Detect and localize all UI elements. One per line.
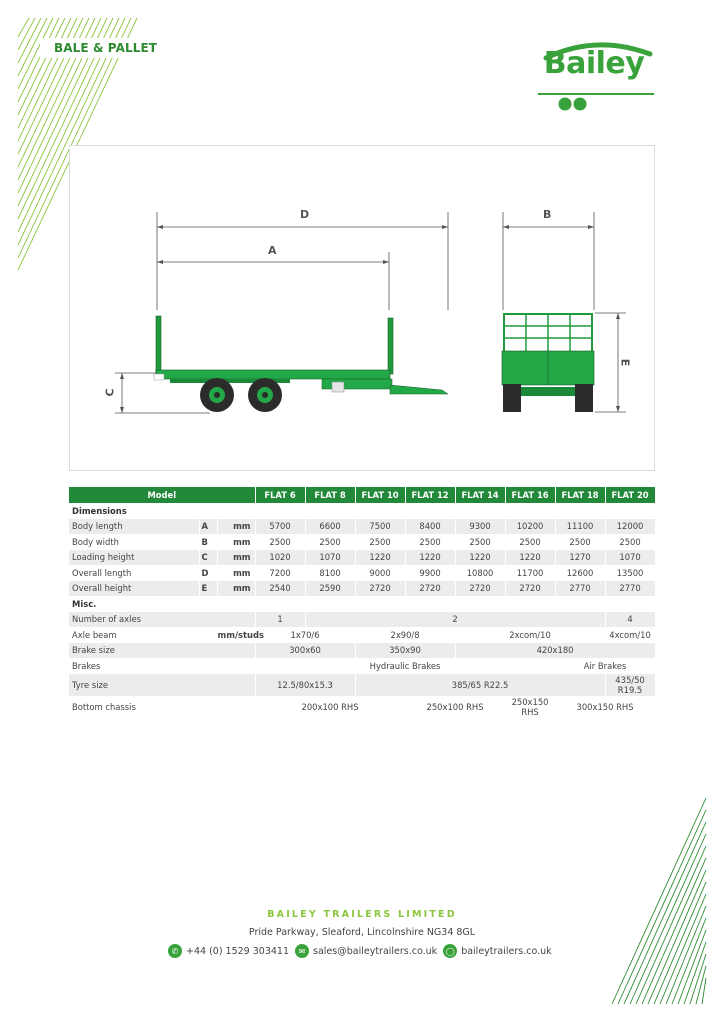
table-cell: 9000 xyxy=(355,565,405,581)
table-cell: 2590 xyxy=(305,581,355,597)
table-cell: 2500 xyxy=(405,534,455,550)
footer-website-text[interactable]: baileytrailers.co.uk xyxy=(461,945,552,957)
table-cell: 2 xyxy=(305,612,605,628)
row-label: Overall length xyxy=(69,565,199,581)
table-cell: 6600 xyxy=(305,519,355,535)
footer-address: Pride Parkway, Sleaford, Lincolnshire NG34 8GL xyxy=(248,927,476,938)
table-cell: 7200 xyxy=(255,565,305,581)
table-header-flat-14: FLAT 14 xyxy=(455,487,505,503)
row-label: Body width xyxy=(69,534,199,550)
row-unit: mm/studs xyxy=(217,627,255,643)
table-cell: 2x90/8 xyxy=(355,627,455,643)
table-header-flat-20: FLAT 20 xyxy=(605,487,655,503)
table-cell: 7500 xyxy=(355,519,405,535)
dimension-label-a: A xyxy=(268,244,277,257)
row-label: Number of axles xyxy=(69,612,255,628)
table-cell: Hydraulic Brakes xyxy=(255,658,555,674)
specification-table xyxy=(69,487,656,718)
table-cell: 2770 xyxy=(605,581,655,597)
table-cell: 11100 xyxy=(555,519,605,535)
table-header-flat-8: FLAT 8 xyxy=(305,487,355,503)
trailer-rear-view xyxy=(502,314,594,412)
row-label: Overall height xyxy=(69,581,199,597)
footer-contact xyxy=(168,942,568,960)
table-cell: 9900 xyxy=(405,565,455,581)
table-cell: 12600 xyxy=(555,565,605,581)
table-cell: 350x90 xyxy=(355,643,455,659)
table-cell: 12.5/80x15.3 xyxy=(255,674,355,696)
table-cell: 8100 xyxy=(305,565,355,581)
row-label: Brakes xyxy=(69,658,255,674)
footer-company-name: BAILEY TRAILERS LIMITED xyxy=(267,909,457,920)
table-cell: 1020 xyxy=(255,550,305,566)
table-cell: 1270 xyxy=(555,550,605,566)
table-row xyxy=(69,519,655,535)
row-unit: mm xyxy=(217,581,255,597)
table-header-flat-18: FLAT 18 xyxy=(555,487,605,503)
row-code: C xyxy=(199,550,217,566)
row-label: Body length xyxy=(69,519,199,535)
table-cell: 1070 xyxy=(305,550,355,566)
table-cell: 2500 xyxy=(355,534,405,550)
table-row-axles xyxy=(69,612,655,628)
footer-phone xyxy=(168,944,289,958)
footer-website[interactable] xyxy=(443,944,551,958)
table-cell: 10800 xyxy=(455,565,505,581)
table-cell: 2540 xyxy=(255,581,305,597)
row-code: A xyxy=(199,519,217,535)
table-cell: 4xcom/10 xyxy=(605,627,655,643)
table-row-bottom-chassis xyxy=(69,696,655,718)
row-label: Loading height xyxy=(69,550,199,566)
table-cell: 300x60 xyxy=(255,643,355,659)
table-row xyxy=(69,581,655,597)
table-row xyxy=(69,534,655,550)
table-cell: 1220 xyxy=(405,550,455,566)
globe-icon: ◯ xyxy=(443,944,457,958)
table-cell: Air Brakes xyxy=(555,658,655,674)
table-cell: 5700 xyxy=(255,519,305,535)
trailer-side-view xyxy=(154,316,448,412)
table-cell: 2500 xyxy=(455,534,505,550)
table-cell: 300x150 RHS xyxy=(555,696,655,718)
section-row-dimensions xyxy=(69,503,655,519)
table-cell: 1220 xyxy=(505,550,555,566)
table-cell: 2720 xyxy=(355,581,405,597)
footer-email[interactable] xyxy=(295,944,437,958)
table-row-brakes xyxy=(69,658,655,674)
logo-wordmark: Bailey xyxy=(543,46,645,81)
trailer-drawing-svg xyxy=(70,146,656,472)
page-category-tag xyxy=(40,38,162,58)
table-cell: 1070 xyxy=(605,550,655,566)
row-label: Axle beam xyxy=(69,627,217,643)
table-header-flat-12: FLAT 12 xyxy=(405,487,455,503)
table-cell: 4 xyxy=(605,612,655,628)
table-cell: 8400 xyxy=(405,519,455,535)
table-row-brake-size xyxy=(69,643,655,659)
row-label: Tyre size xyxy=(69,674,255,696)
table-row-axle-beam xyxy=(69,627,655,643)
table-cell: 2500 xyxy=(305,534,355,550)
table-cell: 1x70/6 xyxy=(255,627,355,643)
table-cell: 11700 xyxy=(505,565,555,581)
footer-email-text[interactable]: sales@baileytrailers.co.uk xyxy=(313,945,438,957)
table-cell: 2xcom/10 xyxy=(455,627,605,643)
table-cell: 2720 xyxy=(405,581,455,597)
table-cell: 250x150 RHS xyxy=(505,696,555,718)
table-row-tyre-size xyxy=(69,674,655,696)
table-cell: 13500 xyxy=(605,565,655,581)
table-row xyxy=(69,565,655,581)
table-cell: 2500 xyxy=(555,534,605,550)
table-cell: 1220 xyxy=(455,550,505,566)
table-header-flat-6: FLAT 6 xyxy=(255,487,305,503)
table-header-flat-10: FLAT 10 xyxy=(355,487,405,503)
page-category-label: BALE & PALLET xyxy=(54,41,158,55)
row-code: B xyxy=(199,534,217,550)
table-cell: 1 xyxy=(255,612,305,628)
row-label: Brake size xyxy=(69,643,255,659)
row-unit: mm xyxy=(217,550,255,566)
dimension-label-d: D xyxy=(300,208,310,221)
email-icon: ✉ xyxy=(295,944,309,958)
row-unit: mm xyxy=(217,519,255,535)
row-unit: mm xyxy=(217,565,255,581)
table-cell: 435/50 R19.5 xyxy=(605,674,655,696)
dimension-label-c: C xyxy=(103,388,117,397)
table-header-flat-16: FLAT 16 xyxy=(505,487,555,503)
technical-drawing xyxy=(69,145,655,471)
table-cell: 2500 xyxy=(505,534,555,550)
table-header-row xyxy=(69,487,655,503)
table-row xyxy=(69,550,655,566)
table-cell: 2500 xyxy=(605,534,655,550)
table-cell: 12000 xyxy=(605,519,655,535)
section-row-misc xyxy=(69,596,655,612)
phone-icon: ✆ xyxy=(168,944,182,958)
table-cell: 2770 xyxy=(555,581,605,597)
table-cell: 200x100 RHS xyxy=(255,696,405,718)
table-cell: 9300 xyxy=(455,519,505,535)
table-cell: 2720 xyxy=(505,581,555,597)
table-cell: 420x180 xyxy=(455,643,655,659)
row-unit: mm xyxy=(217,534,255,550)
table-cell: 1220 xyxy=(355,550,405,566)
footer-phone-text: +44 (0) 1529 303411 xyxy=(186,945,290,957)
row-code: D xyxy=(199,565,217,581)
table-cell: 2500 xyxy=(255,534,305,550)
section-title: Dimensions xyxy=(69,503,655,519)
dimension-label-e: E xyxy=(618,358,632,367)
table-cell: 2720 xyxy=(455,581,505,597)
section-title: Misc. xyxy=(69,596,655,612)
row-code: E xyxy=(199,581,217,597)
table-cell: 250x100 RHS xyxy=(405,696,505,718)
table-cell: 10200 xyxy=(505,519,555,535)
dimension-label-b: B xyxy=(543,208,552,221)
bailey-logo xyxy=(532,36,658,116)
row-label: Bottom chassis xyxy=(69,696,255,718)
table-cell: 385/65 R22.5 xyxy=(355,674,605,696)
table-header-model: Model xyxy=(69,487,255,503)
